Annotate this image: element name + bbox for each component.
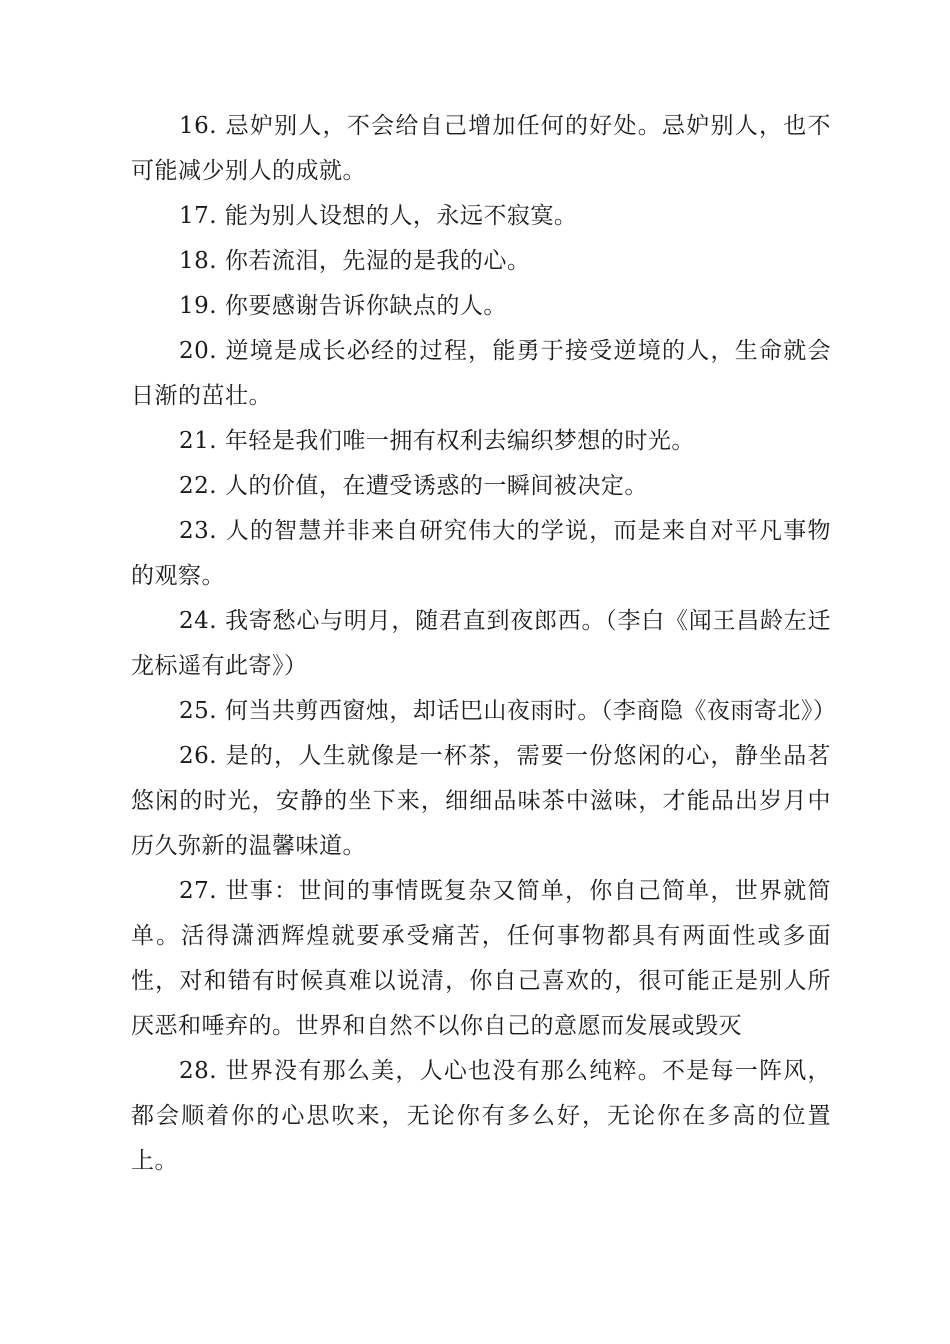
paragraph-23: 23. 人的智慧并非来自研究伟大的学说，而是来自对平凡事物的观察。 (131, 518, 831, 589)
paragraph-21: 21. 年轻是我们唯一拥有权利去编织梦想的时光。 (179, 428, 695, 454)
paragraph-26: 26. 是的，人生就像是一杯茶，需要一份悠闲的心，静坐品茗悠闲的时光，安静的坐下来，细细品味茶中滋味，才能品出岁月中历久弥新的温馨味道。 (131, 743, 831, 859)
paragraph-22: 22. 人的价值，在遭受诱惑的一瞬间被决定。 (179, 473, 648, 499)
paragraph-28: 28. 世界没有那么美，人心也没有那么纯粹。不是每一阵风，都会顺着你的心思吹来，无论你有多么好，无论你在多高的位置上。 (131, 1058, 831, 1174)
paragraph-27: 27. 世事：世间的事情既复杂又简单，你自己简单，世界就简单。活得潇洒辉煌就要承受痛苦，任何事物都具有两面性或多面性，对和错有时候真难以说清，你自己喜欢的，很可能正是别人所厌恶和唾弃的。世界和自然不以你自己的意愿而发展或毁灭 (131, 878, 831, 1039)
paragraph-18: 18. 你若流泪，先湿的是我的心。 (179, 248, 531, 274)
paragraph-17: 17. 能为别人设想的人，永远不寂寞。 (179, 203, 578, 229)
document-body (131, 104, 837, 1184)
paragraph-24: 24. 我寄愁心与明月，随君直到夜郎西。（李白《闻王昌龄左迁龙标遥有此寄》） (131, 608, 831, 679)
paragraph-20: 20. 逆境是成长必经的过程，能勇于接受逆境的人，生命就会日渐的茁壮。 (131, 338, 831, 409)
paragraph-16: 16. 忌妒别人，不会给自己增加任何的好处。忌妒别人，也不可能减少别人的成就。 (131, 113, 831, 184)
paragraph-25: 25. 何当共剪西窗烛，却话巴山夜雨时。（李商隐《夜雨寄北》） (179, 698, 837, 724)
paragraph-19: 19. 你要感谢告诉你缺点的人。 (179, 293, 507, 319)
